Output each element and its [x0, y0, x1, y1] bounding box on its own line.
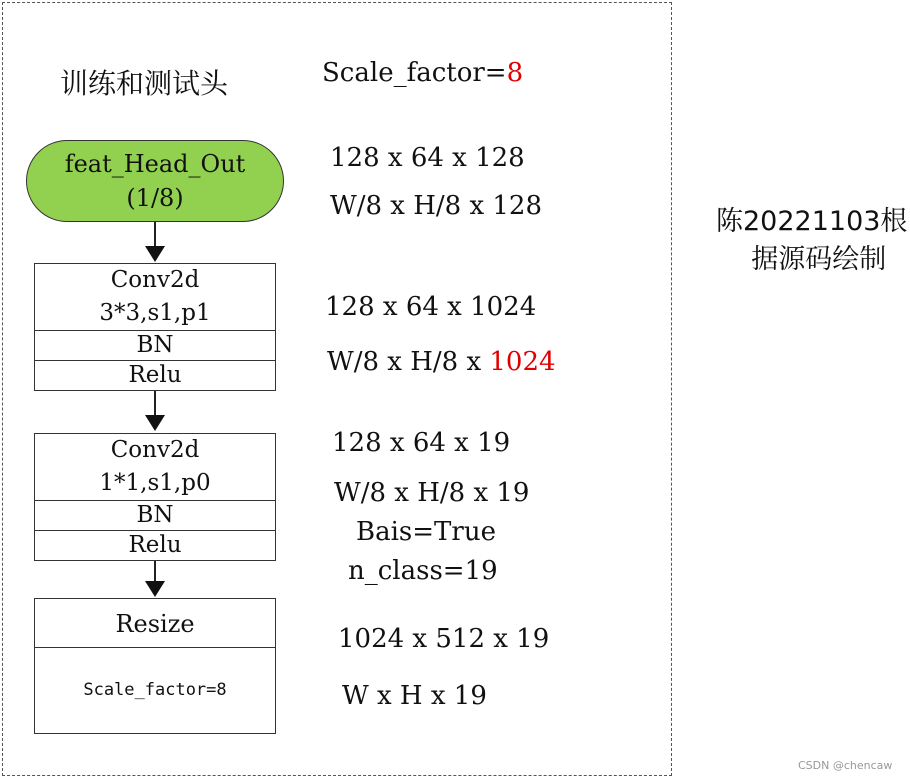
watermark: CSDN @chencaw: [798, 759, 893, 772]
conv-block-1-relu: Relu: [35, 360, 275, 390]
scale-factor-label: [322, 58, 523, 88]
resize-block-name: Resize: [115, 610, 195, 638]
input-node-ratio: (1/8): [126, 184, 184, 212]
arrow-3-line: [154, 561, 156, 581]
resize-block-params: Scale_factor=8: [35, 647, 275, 732]
diagram-title: 训练和测试头: [60, 67, 229, 100]
input-dims-line2: W/8 x H/8 x 128: [330, 191, 543, 221]
scale-factor-text: Scale_factor=: [322, 58, 507, 88]
conv-block-2-params: 1*1,s1,p0: [99, 470, 211, 496]
scale-factor-value: 8: [506, 58, 524, 88]
arrow-3-head: [145, 581, 165, 597]
conv-block-2-name: Conv2d: [110, 437, 200, 463]
block2-nclass: n_class=19: [348, 556, 498, 586]
resize-block: [34, 598, 276, 734]
conv-block-1-params: 3*3,s1,p1: [99, 300, 211, 326]
input-node-name: feat_Head_Out: [64, 150, 246, 178]
block1-dims-line2-prefix: W/8 x H/8 x: [327, 347, 490, 377]
conv-block-1: [34, 263, 276, 391]
block3-dims-line2: W x H x 19: [342, 681, 487, 711]
block3-dims-line1: 1024 x 512 x 19: [338, 624, 550, 654]
arrow-1-head: [145, 246, 165, 262]
side-note-line2: 据源码绘制: [751, 244, 887, 275]
conv-block-2-relu: Relu: [35, 530, 275, 560]
block2-dims-line1: 128 x 64 x 19: [332, 428, 511, 458]
conv-block-1-name: Conv2d: [110, 267, 200, 293]
block2-dims-line2: W/8 x H/8 x 19: [334, 478, 530, 508]
side-note-line1: 陈20221103根: [716, 206, 908, 237]
block1-dims-highlight: 1024: [489, 347, 556, 377]
side-note: [716, 203, 907, 279]
input-node: [26, 140, 284, 222]
arrow-2-head: [145, 415, 165, 431]
input-dims-line1: 128 x 64 x 128: [330, 143, 525, 173]
arrow-2-line: [154, 391, 156, 415]
conv-block-1-bn: BN: [35, 330, 275, 360]
block1-dims-line1: 128 x 64 x 1024: [325, 292, 537, 322]
arrow-1-line: [154, 222, 156, 246]
block2-bias: Bais=True: [356, 517, 496, 547]
conv-block-2-bn: BN: [35, 500, 275, 530]
conv-block-2: [34, 433, 276, 561]
block1-dims-line2: [327, 347, 556, 377]
